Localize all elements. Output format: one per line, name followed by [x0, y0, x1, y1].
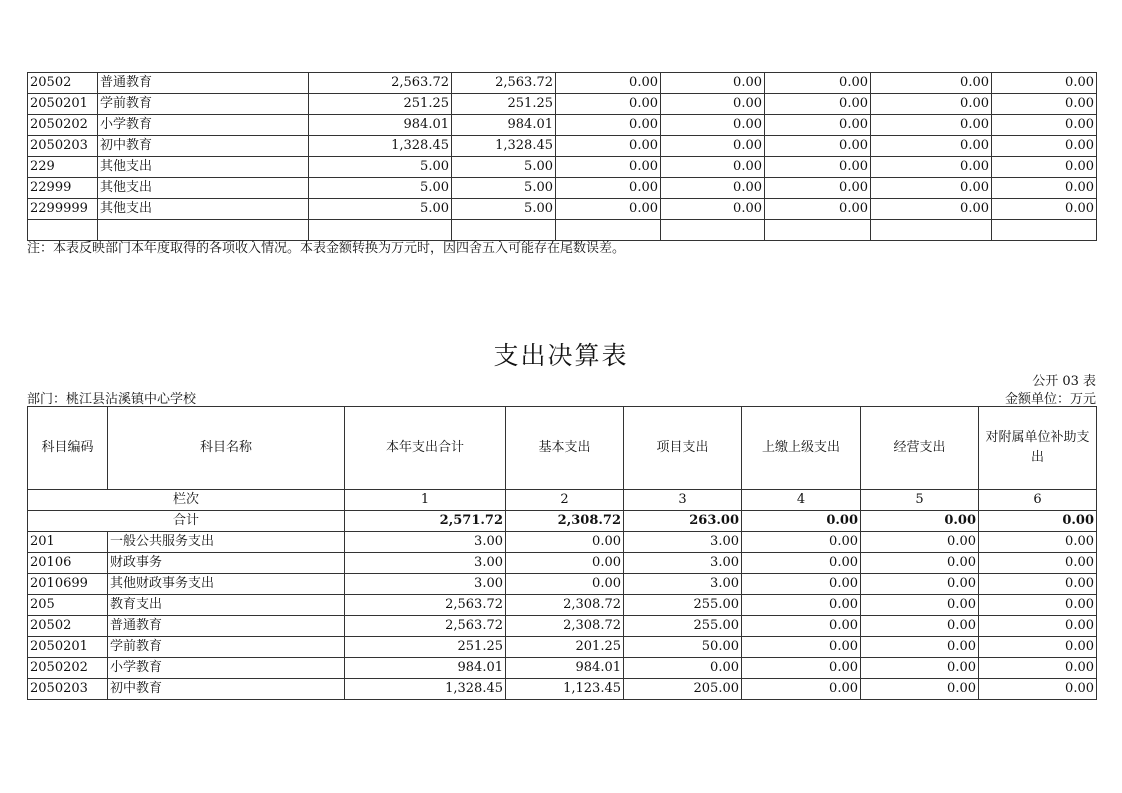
amount-cell: 5.00	[309, 199, 452, 220]
subject-name-cell: 其他财政事务支出	[108, 574, 345, 595]
subject-code-cell: 20502	[28, 73, 98, 94]
total-cell: 2,571.72	[345, 511, 506, 532]
amount-cell: 0.00	[556, 199, 661, 220]
subject-code-cell: 2299999	[28, 199, 98, 220]
amount-cell: 205.00	[624, 679, 742, 700]
table-note: 注：本表反映部门本年度取得的各项收入情况。本表金额转换为万元时，因四舍五入可能存在尾数误差。	[27, 241, 626, 256]
amount-cell: 2,563.72	[345, 616, 506, 637]
amount-cell	[661, 220, 765, 241]
total-label: 合计	[28, 511, 345, 532]
amount-cell: 0.00	[742, 616, 861, 637]
amount-cell: 0.00	[992, 157, 1097, 178]
table-row	[28, 637, 1097, 658]
page-title: 支出决算表	[493, 341, 629, 370]
table-row	[28, 178, 1097, 199]
subject-name-cell: 普通教育	[108, 616, 345, 637]
table-row	[28, 115, 1097, 136]
header-cell: 本年支出合计	[345, 407, 506, 490]
column-index-label: 栏次	[28, 490, 345, 511]
subject-name-cell: 教育支出	[108, 595, 345, 616]
amount-cell: 5.00	[309, 178, 452, 199]
amount-cell: 0.00	[861, 574, 979, 595]
amount-cell: 0.00	[992, 73, 1097, 94]
amount-cell: 255.00	[624, 595, 742, 616]
amount-cell: 0.00	[506, 574, 624, 595]
table-row	[28, 157, 1097, 178]
table-row	[28, 595, 1097, 616]
amount-cell: 0.00	[765, 94, 871, 115]
amount-cell: 0.00	[742, 637, 861, 658]
total-cell: 2,308.72	[506, 511, 624, 532]
amount-cell: 3.00	[624, 574, 742, 595]
total-cell: 0.00	[742, 511, 861, 532]
subject-code-cell: 229	[28, 157, 98, 178]
amount-cell: 2,308.72	[506, 595, 624, 616]
subject-code-cell: 2050202	[28, 658, 108, 679]
amount-cell: 0.00	[556, 94, 661, 115]
column-index: 2	[506, 490, 624, 511]
header-cell: 经营支出	[861, 407, 979, 490]
amount-cell: 0.00	[871, 178, 992, 199]
amount-cell: 0.00	[979, 658, 1097, 679]
amount-cell: 0.00	[992, 199, 1097, 220]
amount-cell: 0.00	[871, 73, 992, 94]
subject-name-cell: 初中教育	[98, 136, 309, 157]
amount-cell: 0.00	[765, 157, 871, 178]
subject-name-cell: 其他支出	[98, 157, 309, 178]
table-row	[28, 73, 1097, 94]
amount-cell	[992, 220, 1097, 241]
total-cell: 0.00	[861, 511, 979, 532]
subject-code-cell: 2050201	[28, 637, 108, 658]
column-index: 1	[345, 490, 506, 511]
amount-cell: 0.00	[861, 616, 979, 637]
header-cell: 科目名称	[108, 407, 345, 490]
subject-code-cell: 201	[28, 532, 108, 553]
header-cell: 上缴上级支出	[742, 407, 861, 490]
amount-cell: 0.00	[871, 199, 992, 220]
amount-cell	[765, 220, 871, 241]
amount-cell: 0.00	[871, 115, 992, 136]
amount-cell: 0.00	[742, 532, 861, 553]
amount-cell: 5.00	[452, 178, 556, 199]
amount-cell: 0.00	[765, 115, 871, 136]
amount-cell: 0.00	[765, 73, 871, 94]
subject-code-cell: 22999	[28, 178, 98, 199]
subject-code-cell: 20106	[28, 553, 108, 574]
amount-cell: 1,328.45	[452, 136, 556, 157]
amount-cell: 0.00	[861, 553, 979, 574]
amount-cell: 0.00	[742, 658, 861, 679]
amount-cell: 0.00	[861, 658, 979, 679]
amount-cell: 0.00	[506, 532, 624, 553]
subject-code-cell: 2050203	[28, 679, 108, 700]
income-table-body	[28, 73, 1097, 241]
amount-cell: 0.00	[661, 73, 765, 94]
header-cell: 对附属单位补助支出	[979, 407, 1097, 490]
table-row	[28, 679, 1097, 700]
amount-cell: 3.00	[345, 574, 506, 595]
amount-cell: 0.00	[556, 178, 661, 199]
amount-cell: 0.00	[765, 136, 871, 157]
amount-cell: 201.25	[506, 637, 624, 658]
subject-code-cell: 2050201	[28, 94, 98, 115]
department-label: 部门：桃江县沾溪镇中心学校	[27, 392, 197, 407]
table-row	[28, 574, 1097, 595]
subject-name-cell: 其他支出	[98, 199, 309, 220]
amount-cell: 1,328.45	[309, 136, 452, 157]
subject-code-cell: 2050202	[28, 115, 98, 136]
amount-cell: 0.00	[742, 574, 861, 595]
subject-name-cell: 普通教育	[98, 73, 309, 94]
table-row	[28, 532, 1097, 553]
amount-cell: 0.00	[624, 658, 742, 679]
subject-name-cell: 一般公共服务支出	[108, 532, 345, 553]
amount-cell: 0.00	[742, 553, 861, 574]
amount-cell: 0.00	[661, 178, 765, 199]
amount-cell: 0.00	[556, 115, 661, 136]
amount-cell: 251.25	[452, 94, 556, 115]
header-cell: 项目支出	[624, 407, 742, 490]
column-index: 5	[861, 490, 979, 511]
subject-code-cell: 20502	[28, 616, 108, 637]
income-table	[27, 72, 1097, 241]
table-row	[28, 199, 1097, 220]
table-row	[28, 136, 1097, 157]
amount-cell: 0.00	[765, 199, 871, 220]
amount-cell: 3.00	[345, 553, 506, 574]
amount-cell: 0.00	[556, 136, 661, 157]
amount-cell: 0.00	[992, 115, 1097, 136]
amount-cell: 0.00	[871, 94, 992, 115]
column-index: 4	[742, 490, 861, 511]
amount-cell: 5.00	[452, 199, 556, 220]
amount-cell: 0.00	[742, 595, 861, 616]
subject-name-cell: 其他支出	[98, 178, 309, 199]
table-row	[28, 553, 1097, 574]
amount-cell: 0.00	[742, 679, 861, 700]
amount-cell: 0.00	[661, 157, 765, 178]
subject-name-cell: 财政事务	[108, 553, 345, 574]
subject-name-cell: 初中教育	[108, 679, 345, 700]
amount-cell: 2,563.72	[309, 73, 452, 94]
amount-cell: 0.00	[661, 136, 765, 157]
amount-cell: 984.01	[452, 115, 556, 136]
amount-cell: 1,328.45	[345, 679, 506, 700]
amount-cell: 984.01	[506, 658, 624, 679]
unit-label: 金额单位：万元	[1004, 392, 1096, 407]
amount-cell: 0.00	[979, 553, 1097, 574]
amount-cell: 1,123.45	[506, 679, 624, 700]
subject-code-cell: 2010699	[28, 574, 108, 595]
amount-cell: 0.00	[871, 157, 992, 178]
column-index: 3	[624, 490, 742, 511]
subject-name-cell: 学前教育	[98, 94, 309, 115]
expense-table-body	[28, 490, 1097, 700]
amount-cell: 255.00	[624, 616, 742, 637]
subject-name-cell: 学前教育	[108, 637, 345, 658]
amount-cell: 3.00	[624, 553, 742, 574]
table-row	[28, 616, 1097, 637]
column-index: 6	[979, 490, 1097, 511]
amount-cell: 5.00	[309, 157, 452, 178]
amount-cell: 2,563.72	[345, 595, 506, 616]
header-row	[28, 407, 1097, 490]
amount-cell: 0.00	[992, 178, 1097, 199]
amount-cell: 50.00	[624, 637, 742, 658]
table-row	[28, 658, 1097, 679]
amount-cell: 3.00	[624, 532, 742, 553]
subject-name-cell: 小学教育	[108, 658, 345, 679]
amount-cell: 0.00	[861, 679, 979, 700]
total-cell: 263.00	[624, 511, 742, 532]
header-cell: 基本支出	[506, 407, 624, 490]
total-row	[28, 511, 1097, 532]
amount-cell: 2,308.72	[506, 616, 624, 637]
amount-cell: 0.00	[861, 532, 979, 553]
amount-cell: 984.01	[345, 658, 506, 679]
form-id: 公开 03 表	[1032, 374, 1096, 389]
expense-table	[27, 406, 1097, 700]
amount-cell: 0.00	[765, 178, 871, 199]
amount-cell	[871, 220, 992, 241]
amount-cell: 0.00	[979, 532, 1097, 553]
amount-cell: 0.00	[556, 73, 661, 94]
amount-cell: 0.00	[979, 595, 1097, 616]
subject-code-cell: 205	[28, 595, 108, 616]
amount-cell: 984.01	[309, 115, 452, 136]
amount-cell: 0.00	[979, 616, 1097, 637]
amount-cell: 251.25	[309, 94, 452, 115]
subject-code-cell: 2050203	[28, 136, 98, 157]
subject-name-cell: 小学教育	[98, 115, 309, 136]
amount-cell: 0.00	[661, 115, 765, 136]
amount-cell: 0.00	[661, 94, 765, 115]
amount-cell: 0.00	[506, 553, 624, 574]
amount-cell: 0.00	[992, 94, 1097, 115]
amount-cell: 0.00	[979, 574, 1097, 595]
amount-cell: 0.00	[556, 157, 661, 178]
table-row	[28, 94, 1097, 115]
total-cell: 0.00	[979, 511, 1097, 532]
amount-cell: 251.25	[345, 637, 506, 658]
amount-cell: 0.00	[861, 595, 979, 616]
column-index-row	[28, 490, 1097, 511]
amount-cell: 0.00	[992, 136, 1097, 157]
amount-cell: 0.00	[661, 199, 765, 220]
amount-cell: 0.00	[871, 136, 992, 157]
amount-cell: 5.00	[452, 157, 556, 178]
amount-cell: 0.00	[979, 679, 1097, 700]
amount-cell: 3.00	[345, 532, 506, 553]
amount-cell: 0.00	[861, 637, 979, 658]
amount-cell: 0.00	[979, 637, 1097, 658]
amount-cell: 2,563.72	[452, 73, 556, 94]
header-cell: 科目编码	[28, 407, 108, 490]
